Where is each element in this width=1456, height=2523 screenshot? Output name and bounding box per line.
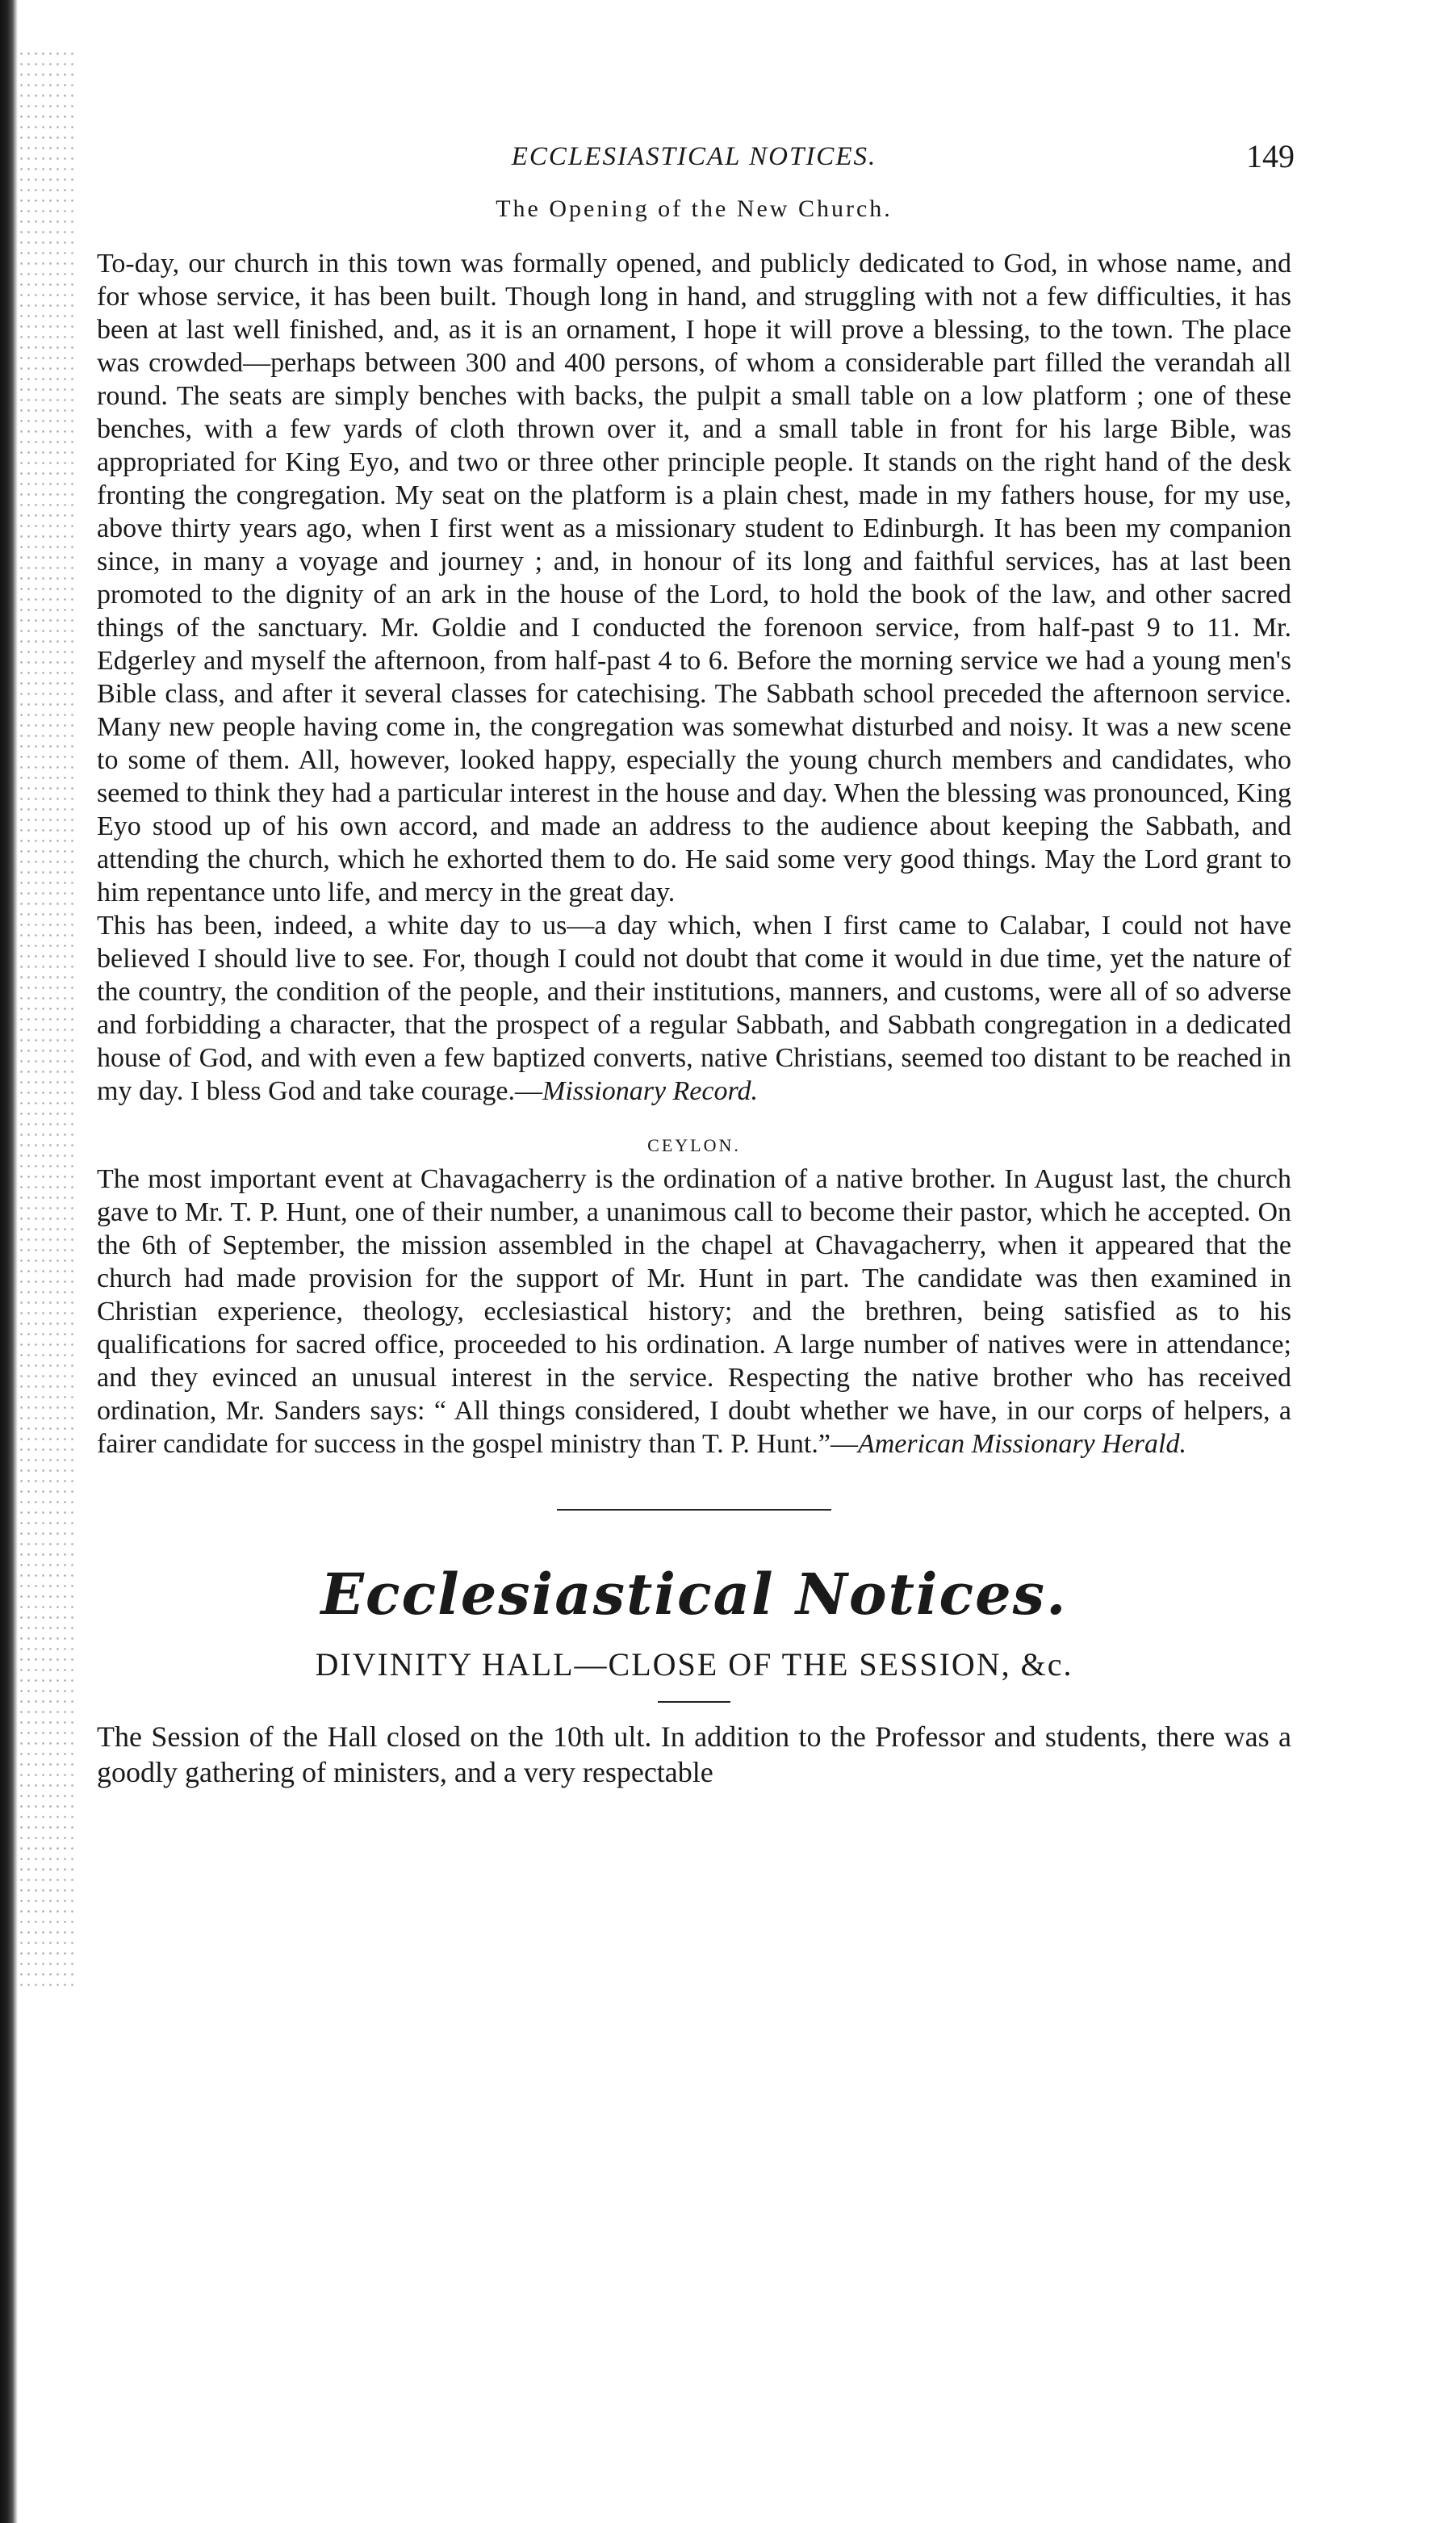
title-rule: [658, 1701, 730, 1703]
binding-speckle: [18, 48, 74, 1986]
page-number: 149: [1246, 138, 1295, 174]
ceylon-heading: CEYLON.: [647, 1135, 741, 1155]
section-paragraph: The Session of the Hall closed on the 10th ult. In addition to the Professor and students, there was a goodly gathering of ministers, and a very respectable: [97, 1720, 1291, 1788]
page: [97, 137, 1295, 1790]
article-paragraph-2-text: This has been, indeed, a white day to us—a day which, when I first came to Calabar, I could not have believed I should live to see. For, though I could not doubt that come it would in due time, yet the nature of the country, the condition of the people, and their institutions, manners, and customs, were all of so adverse and forbidding a character, that the prospect of a regular Sabbath, and Sabbath congregation in a dedicated house of God, and with even a few baptized converts, native Christians, seemed too distant to be reached in my day. I bless God and take courage.—: [97, 911, 1291, 1106]
ceylon-source: American Missionary Herald.: [857, 1429, 1186, 1459]
section-divider: [557, 1509, 831, 1511]
ceylon-paragraph: [97, 1163, 1291, 1461]
article-paragraph-2: [97, 909, 1291, 1108]
article-source: Missionary Record.: [542, 1076, 758, 1106]
binding-edge: [0, 0, 18, 2523]
article-title: The Opening of the New Church.: [496, 195, 893, 222]
ceylon-paragraph-text: The most important event at Chavagacherry is the ordination of a native brother. In August last, the church gave to Mr. T. P. Hunt, one of their number, a unanimous call to become their pastor, which he accepted. On the 6th of September, the mission assembled in the chapel at Chavagacherry, when it appeared that the church had made provision for the support of Mr. Hunt in part. The candidate was then examined in Christian experience, theology, ecclesiastical history; and the brethren, being satisfied as to his qualifications for sacred office, proceeded to his ordination. A large number of natives were in attendance; and they evinced an unusual interest in the service. Respecting the native brother who has received ordination, Mr. Sanders says: “ All things considered, I doubt whether we have, in our corps of helpers, a fairer candidate for success in the gospel ministry than T. P. Hunt.”—: [97, 1164, 1291, 1459]
running-title: ECCLESIASTICAL NOTICES.: [511, 142, 877, 171]
article-paragraph-1: To-day, our church in this town was formally opened, and publicly dedicated to God, in whose name, and for whose service, it has been built. Though long in hand, and struggling with not a few difficulties, it has been at last well finished, and, as it is an ornament, I hope it will prove a blessing, to the town. The place was crowded—perhaps between 300 and 400 persons, of whom a considerable part filled the verandah all round. The seats are simply benches with backs, the pulpit a small table on a low platform ; one of these benches, with a few yards of cloth thrown over it, and a small table in front for his large Bible, was appropriated for King Eyo, and two or three other principle people. It stands on the right hand of the desk fronting the congregation. My seat on the platform is a plain chest, made in my fathers house, for my use, above thirty years ago, when I first went as a missionary student to Edinburgh. It has been my companion since, in many a voyage and journey ; and, in honour of its long and faithful services, has at last been promoted to the dignity of an ark in the house of the Lord, to hold the book of the law, and other sacred things of the sanctuary. Mr. Goldie and I conducted the forenoon service, from half-past 9 to 11. Mr. Edgerley and myself the afternoon, from half-past 4 to 6. Before the morning service we had a young men's Bible class, and after it several classes for catechising. The Sabbath school preceded the afternoon service. Many new people having come in, the congregation was somewhat disturbed and noisy. It was a new scene to some of them. All, however, looked happy, especially the young church members and candidates, who seemed to think they had a particular interest in the house and day. When the blessing was pronounced, King Eyo stood up of his own accord, and made an address to the audience about keeping the Sabbath, and attending the church, which he exhorted them to do. He said some very good things. May the Lord grant to him repentance unto life, and mercy in the great day.: [97, 249, 1291, 907]
running-head: [97, 137, 1295, 186]
section-title: DIVINITY HALL—CLOSE OF THE SESSION, &c.: [315, 1646, 1073, 1683]
section-heading: Ecclesiastical Notices.: [320, 1561, 1068, 1628]
